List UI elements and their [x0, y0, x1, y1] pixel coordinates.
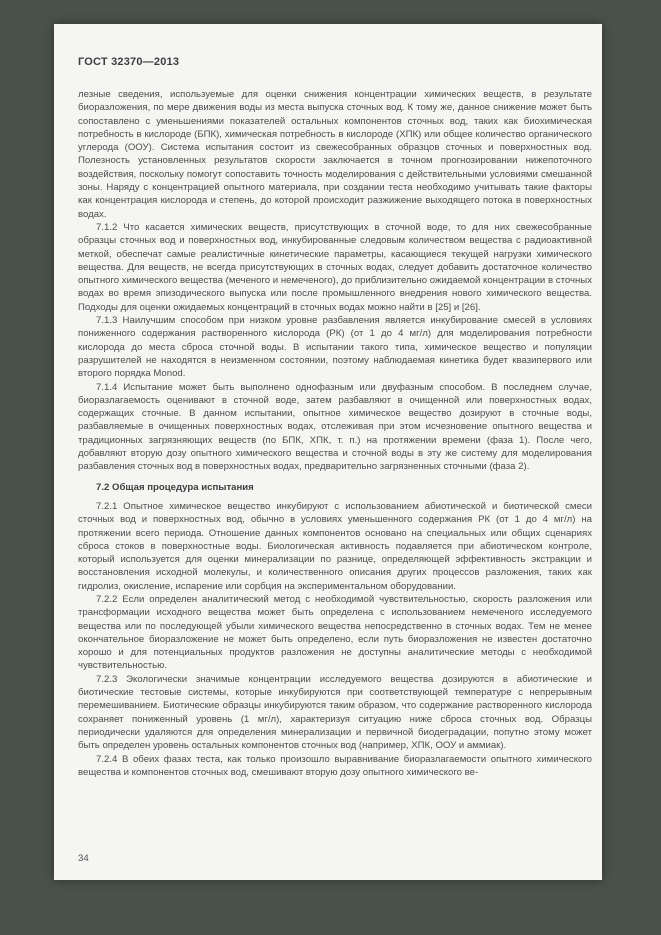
paragraph: 7.2.3 Экологически значимые концентрации исследуемого вещества дозируются в абиотические и биотические тестовые системы, которые инкубируются при соответствующей температуре с непрерывным перемешиванием. Биотические образцы инкубируются таким образом, что содержание растворенного кислорода сохраняет пониженный уровень (1 мг/л), характеризуя ситуацию ниже сброса сточных вод. Образцы периодически удаляются для определения минерализации и первичной биодеградации, попутно этому может быть определен уровень остальных компонентов сточных вод (например, ХПК, ООУ и аммиак). [78, 673, 592, 752]
document-header: ГОСТ 32370—2013 [78, 56, 180, 68]
paragraph: 7.1.4 Испытание может быть выполнено однофазным или двуфазным способом. В последнем случае, биоразлагаемость оценивают в сточной воде, затем разбавляют в очищенной или поверхностных водах, содержащих сточные. В данном испытании, опытное химическое вещество дозируют в сточные воды, разбавляемые в очищенных поверхностных водах, отслеживая при этом исчезновение опытного вещества и традиционных загрязняющих веществ (по БПК, ХПК, т. п.) на протяжении времени (фаза 1). После чего, добавляют вторую дозу опытного химического вещества и сточной воды в эту же систему для моделирования разбавления сточных вод в поверхностных водах, предварительно загрязненных сточными (фаза 2). [78, 381, 592, 473]
paragraph: 7.2.1 Опытное химическое вещество инкубируют с использованием абиотической и биотической смеси сточных вод и поверхностных вод, обычно в условиях уменьшенного содержания РК (от 1 до 4 мг/л) на протяжении всего периода. Отношение данных компонентов основано на специальных или общих сценариях сброса стоков в поверхностные воды. Биологическая активность подавляется при абиотическом контроле, который используется для оценки минерализации по разнице, определяющей эффективность экстракции и восстановления исходной молекулы, и количественного описания других процессов разложения, таких как гидролиз, окисление, испарение или сорбция на экспериментальном оборудовании. [78, 500, 592, 592]
paragraph: 7.2.2 Если определен аналитический метод с необходимой чувствительностью, скорость разложения или трансформации исходного вещества может быть определена с использованием немеченого исследуемого вещества или по последующей убыли химического вещества непосредственно в сточных водах. Тем не менее окончательное биоразложение не может быть определено, если путь биоразложения не известен достаточно хорошо и для потенциальных продуктов разложения не доступны аналитические методы с необходимой чувствительностью. [78, 593, 592, 672]
document-page [54, 24, 602, 880]
document-body [78, 88, 592, 779]
page-number: 34 [78, 853, 89, 864]
paragraph: 7.2.4 В обеих фазах теста, как только произошло выравнивание биоразлагаемости опытного химического вещества и компонентов сточных вод, смешивают вторую дозу опытного химического ве- [78, 753, 592, 778]
paragraph: лезные сведения, используемые для оценки снижения концентрации химических веществ, в результате биоразложения, по мере движения воды из места выпуска сточных вод. К тому же, данное снижение может быть сопоставлено с уменьшениями показателей остальных компонентов сточных вод, таких как биохимическая потребность в кислороде (БПК), химическая потребность в кислороде (ХПК) или общее количество органического углерода (ООУ). Система испытания состоит из свежесобранных образцов сточных и поверхностных вод. Полезность установленных результатов скорости заключается в точном прогнозировании нижепоточного воздействия, поскольку помогут сопоставить точность моделирования с действительными условиями смешанной зоны. Наряду с концентрацией опытного материала, при создании теста необходимо учитывать такие факторы как концентрация кислорода и степень, до которой происходит разжижение выходящего потока в поверхностных водах. [78, 89, 592, 220]
paragraph: 7.1.3 Наилучшим способом при низком уровне разбавления является инкубирование смесей в условиях пониженного содержания растворенного кислорода (РК) (от 1 до 4 мг/л) для моделирования потребности кислорода до места сброса сточной воды. В испытании такого типа, химическое вещество и популяции разрушителей не находятся в неизменном состоянии, поэтому наблюдаемая кинетика будет квазипервого или второго порядка Monod. [78, 315, 592, 380]
section-heading: 7.2 Общая процедура испытания [96, 481, 254, 493]
paragraph: 7.1.2 Что касается химических веществ, присутствующих в сточной воде, то для них свежесобранные образцы сточных вод и поверхностных вод, инкубированные следовым количеством вещества с радиоактивной меткой, обеспечат самые реалистичные кинетические параметры, касающиеся текущей нагрузки химического вещества. Для веществ, не всегда присутствующих в сточных водах, следует добавить достаточное количество опытного химического вещества (меченого и немеченого), до приблизительно ожидаемой концентрации в сточных водах во время эпизодического выпуска или после промышленного внедрения нового химического вещества. Подходы для оценки ожидаемых концентраций в сточных водах можно найти в [25] и [26]. [78, 221, 592, 313]
